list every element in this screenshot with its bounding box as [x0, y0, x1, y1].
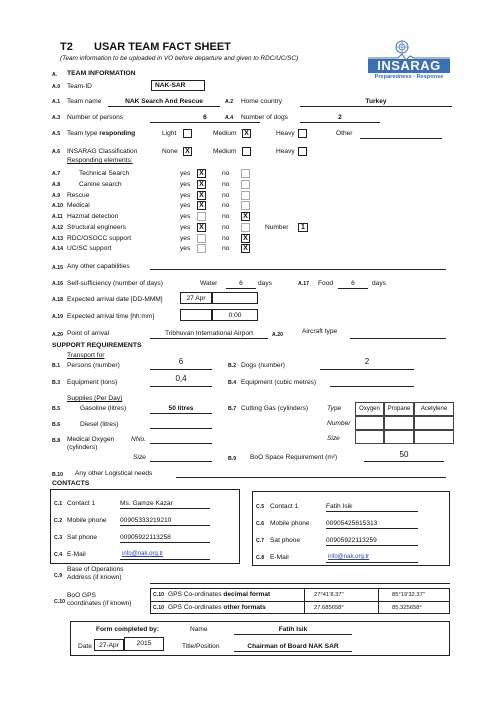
contact1-sat-field[interactable]: 00905922113258 — [120, 533, 210, 543]
completed-by-label: Form completed by: — [96, 626, 160, 633]
responding-elements-title: Responding elements: — [67, 157, 133, 164]
c9-label2: Address (if known) — [67, 574, 122, 581]
completed-by-name-field[interactable]: Fatih Isik — [234, 625, 352, 635]
a1-code: A.1 — [52, 99, 61, 105]
a15-code: A.15 — [52, 265, 63, 271]
c3-code: C.3 — [54, 535, 63, 541]
contact1-email-line — [120, 559, 210, 560]
name-label: Name — [190, 626, 208, 633]
element-no-checkbox-uc-sc-support[interactable]: X — [241, 244, 250, 253]
element-no-label: no — [222, 181, 230, 188]
a19-label: Expected arrival time [hh:mm] — [67, 313, 155, 320]
team-id-value: NAK-SAR — [155, 82, 186, 89]
element-yes-label: yes — [180, 202, 191, 209]
c4-code: C.4 — [54, 552, 63, 558]
logo-tagline: Preparedness - Response — [374, 74, 444, 80]
gps-decimal-label-bold: decimal format — [223, 591, 271, 598]
b5-label: Gasoline (litres) — [80, 405, 127, 412]
a3-code: A.3 — [52, 115, 61, 121]
team-type-light-label: Light — [162, 130, 177, 137]
team-name-field[interactable]: NAK Search And Rescue — [108, 97, 220, 107]
number-of-dogs-field[interactable]: 2 — [300, 113, 380, 123]
food-days-field[interactable]: 6 — [338, 279, 368, 289]
element-code-structural-engineers: A.12 — [52, 225, 63, 231]
c7-label: Sat phone — [270, 537, 301, 544]
b5-code: B.5 — [52, 406, 61, 412]
gas-propane-size[interactable] — [384, 430, 414, 444]
c1-label: Contact 1 — [67, 500, 96, 507]
b7-code: B.7 — [228, 406, 237, 412]
medical-oxygen-size-label: Size — [133, 454, 146, 461]
arrival-time-blank-field[interactable] — [180, 309, 212, 321]
food-label: Food — [318, 280, 334, 287]
form-code: T2 — [60, 41, 73, 53]
a17-code: A.17 — [298, 281, 309, 287]
un-emblem-icon — [395, 40, 409, 54]
contact2-sat-field[interactable]: 00905922113259 — [326, 536, 418, 546]
element-no-label: no — [222, 224, 230, 231]
team-type-light-checkbox[interactable] — [183, 129, 192, 138]
other-logistical-line[interactable] — [176, 477, 446, 478]
element-label-hazmat-detection: Hazmat detection — [67, 213, 119, 220]
boo-address-line[interactable] — [150, 583, 450, 584]
element-label-canine-search: Canine search — [79, 181, 122, 188]
c9-code: C.9 — [54, 573, 63, 579]
gas-oxygen-size[interactable] — [355, 430, 384, 444]
medical-oxygen-nno-label: NNo. — [131, 436, 147, 443]
a5-label-bold: responding — [99, 130, 136, 137]
gas-acetylene-size[interactable] — [414, 430, 454, 444]
equipment-tons-field[interactable]: 0,4 — [150, 372, 212, 387]
food-days-unit: days — [372, 280, 386, 287]
c2-code: C.2 — [54, 518, 63, 524]
element-no-checkbox-medical[interactable] — [241, 201, 250, 210]
logo-wordmark: INSARAG — [368, 59, 450, 73]
date-day-value: 27-Apr — [99, 642, 119, 649]
element-yes-label: yes — [180, 170, 191, 177]
gas-size-label: Size — [327, 435, 340, 442]
element-label-structural-engineers: Structural engineers — [67, 224, 127, 231]
gps-other-code: C.10 — [153, 605, 164, 611]
water-days-field[interactable]: 6 — [226, 279, 256, 289]
a2-label: Home country — [241, 98, 283, 105]
c5-label: Contact 1 — [270, 503, 299, 510]
team-id-field[interactable] — [151, 80, 205, 91]
a2-code: A.2 — [225, 99, 234, 105]
gps-table-col-divider-1 — [304, 588, 305, 614]
element-no-label: no — [222, 245, 230, 252]
classification-heavy-checkbox[interactable] — [298, 147, 307, 156]
a4-label: Number of dogs — [241, 114, 288, 121]
c10-code: C.10 — [54, 599, 65, 605]
section-a-letter: A. — [52, 72, 58, 78]
element-code-rescue: A.9 — [52, 193, 61, 199]
element-yes-label: yes — [180, 245, 191, 252]
a1-label: Team name — [67, 98, 102, 105]
section-b-title: SUPPORT REQUIREMENTS — [52, 342, 142, 349]
element-no-checkbox-hazmat-detection[interactable]: X — [241, 212, 250, 221]
contact2-name-field[interactable]: Fatih Isik — [326, 502, 418, 512]
b1-code: B.1 — [52, 363, 61, 369]
c2-label: Mobile phone — [67, 517, 107, 524]
contact2-mobile-field[interactable]: 00905425615313 — [326, 519, 418, 529]
element-code-technical-search: A.7 — [52, 171, 61, 177]
other-capabilities-line[interactable] — [150, 269, 446, 270]
element-yes-label: yes — [180, 224, 191, 231]
element-no-label: no — [222, 213, 230, 220]
arrival-time-value: 0:00 — [228, 312, 242, 319]
structural-number-field[interactable]: 1 — [298, 223, 308, 232]
gas-oxygen-number[interactable] — [355, 416, 384, 430]
date-label: Date — [78, 643, 92, 650]
a6-label: INSARAG Classification — [67, 148, 138, 155]
gas-acetylene-number[interactable] — [414, 416, 454, 430]
element-yes-label: yes — [180, 181, 191, 188]
team-type-heavy-checkbox[interactable] — [298, 129, 307, 138]
arrival-date-field[interactable] — [180, 292, 212, 304]
boo-space-field[interactable]: 50 — [364, 449, 444, 462]
element-yes-checkbox-medical[interactable]: X — [197, 201, 206, 210]
a5-code: A.5 — [52, 131, 61, 137]
element-label-rescue: Rescue — [67, 192, 90, 199]
element-yes-label: yes — [180, 192, 191, 199]
contact1-email-link[interactable]: info@nak.org.tr — [122, 551, 164, 557]
element-code-medical: A.10 — [52, 203, 63, 209]
transport-persons-field[interactable]: 6 — [150, 355, 212, 370]
b2-code: B.2 — [228, 363, 237, 369]
transport-dogs-field[interactable]: 2 — [320, 355, 414, 370]
a5-label — [67, 130, 135, 138]
b8-label2: (cylinders) — [67, 444, 98, 451]
classification-none-label: None — [162, 148, 178, 155]
c8-label: E-Mail — [270, 554, 289, 561]
arrival-date-value: 27 Apr — [186, 295, 206, 302]
date-year-value: 2015 — [136, 640, 152, 647]
c6-label: Mobile phone — [270, 520, 310, 527]
contacts-title: CONTACTS — [52, 480, 90, 487]
gps-decimal-code: C.10 — [153, 592, 164, 598]
gasoline-field[interactable]: 50 litres — [150, 404, 212, 414]
title-position-field[interactable]: Chairman of Board NAK SAR — [234, 642, 352, 652]
date-year-field[interactable] — [124, 637, 164, 651]
element-yes-checkbox-hazmat-detection[interactable] — [197, 212, 206, 221]
element-no-label: no — [222, 202, 230, 209]
c6-code: C.6 — [256, 521, 265, 527]
gps-decimal-lat[interactable]: 27°41'8.37" — [314, 592, 344, 598]
gps-table-col-divider-2 — [378, 588, 379, 614]
water-days-unit: days — [258, 280, 272, 287]
contact2-email-link[interactable]: info@nak.org.tr — [328, 554, 370, 560]
c9-label: Base of Operations — [67, 566, 124, 573]
gps-decimal-label — [168, 591, 270, 599]
aircraft-type-line[interactable] — [350, 338, 446, 339]
a20b-code: A.20 — [272, 332, 283, 338]
a20-code: A.20 — [52, 332, 63, 338]
title-position-label: Title/Position — [182, 643, 220, 650]
contact1-mobile-field[interactable]: 00905333219210 — [120, 516, 210, 526]
element-no-checkbox-canine-search[interactable] — [241, 180, 250, 189]
gas-propane-number[interactable] — [384, 416, 414, 430]
c10-label: BoO GPS — [67, 592, 96, 599]
diesel-line[interactable] — [150, 428, 212, 429]
b10-code: B.10 — [52, 472, 63, 478]
b10-label: Any other Logistical needs — [75, 470, 153, 477]
home-country-field[interactable]: Turkey — [300, 97, 452, 107]
a16-code: A.16 — [52, 281, 63, 287]
classification-medium-checkbox[interactable] — [242, 147, 251, 156]
b9-label: BoO Space Requirement (m²) — [250, 454, 338, 461]
element-label-rdc-osocc-support: RDC/OSOCC support — [67, 235, 132, 242]
section-a-title: TEAM INFORMATION — [67, 70, 136, 77]
b6-code: B.6 — [52, 422, 61, 428]
insarag-logo — [368, 40, 450, 84]
page-title: USAR TEAM FACT SHEET — [94, 41, 231, 53]
team-type-other-label: Other — [336, 130, 353, 137]
element-yes-checkbox-structural-engineers[interactable]: X — [197, 223, 206, 232]
gas-propane-header: Propane — [384, 402, 414, 416]
structural-number-label: Number — [265, 224, 289, 231]
equipment-cubic-line[interactable] — [330, 386, 414, 387]
a19-code: A.19 — [52, 314, 63, 320]
arrival-date-extra-field[interactable] — [212, 292, 258, 304]
a5-label-pre: Team type — [67, 130, 100, 137]
c4-label: E-Mail — [67, 551, 86, 558]
gps-other-lon[interactable]: 85.325658° — [392, 605, 422, 611]
element-yes-checkbox-technical-search[interactable]: X — [197, 169, 206, 178]
gps-other-lat[interactable]: 27.685658° — [314, 605, 344, 611]
element-no-label: no — [222, 235, 230, 242]
page-subtitle: (Team information to be uploaded in VO before departure and given to RDC/UC/SC) — [60, 55, 299, 62]
b8-code: B.8 — [52, 438, 61, 444]
element-yes-checkbox-canine-search[interactable]: X — [197, 180, 206, 189]
a18-code: A.18 — [52, 297, 63, 303]
team-type-medium-checkbox[interactable]: X — [242, 129, 251, 138]
a16-label: Self-sufficiency (number of days) — [67, 280, 163, 287]
b7-label: Cutting Gas (cylinders) — [241, 405, 309, 412]
element-no-label: no — [222, 192, 230, 199]
gas-number-label: Number — [327, 420, 351, 427]
element-yes-checkbox-rescue[interactable]: X — [197, 191, 206, 200]
contact1-name-field[interactable]: Ms. Gamze Kazar — [120, 499, 210, 509]
a0-label: Team-ID — [67, 83, 92, 90]
gps-decimal-label-pre: GPS Co-ordinates — [168, 591, 224, 598]
b2-label: Dogs (number) — [241, 362, 285, 369]
gps-other-label-bold: other formats — [223, 604, 266, 611]
b9-code: B.9 — [228, 456, 237, 462]
element-yes-label: yes — [180, 235, 191, 242]
element-yes-checkbox-uc-sc-support[interactable] — [197, 244, 206, 253]
team-type-heavy-label: Heavy — [276, 130, 295, 137]
c7-code: C.7 — [256, 538, 265, 544]
element-code-hazmat-detection: A.11 — [52, 214, 63, 220]
element-no-checkbox-rdc-osocc-support[interactable]: X — [241, 234, 250, 243]
c3-label: Sat phone — [67, 534, 98, 541]
medical-oxygen-number-line[interactable] — [150, 443, 212, 444]
gps-decimal-lon[interactable]: 85°19'32.37" — [392, 592, 425, 598]
element-yes-checkbox-rdc-osocc-support[interactable] — [197, 234, 206, 243]
element-label-technical-search: Technical Search — [79, 170, 130, 177]
c1-code: C.1 — [54, 501, 63, 507]
team-type-other-line[interactable] — [360, 138, 442, 139]
gps-other-label-pre: GPS Co-ordinates — [168, 604, 224, 611]
b4-label: Equipment (cubic metres) — [241, 379, 317, 386]
number-of-persons-field[interactable]: 6 — [150, 113, 260, 123]
element-code-uc-sc-support: A.14 — [52, 246, 63, 252]
arrival-time-field[interactable] — [212, 309, 258, 321]
gas-type-label: Type — [327, 405, 342, 412]
supplies-title: Supplies (Per Day) — [67, 395, 123, 402]
b8-label: Medical Oxygen — [67, 436, 115, 443]
transport-for-label: Transport for — [67, 352, 105, 359]
aircraft-type-label: Aircraft type — [302, 328, 338, 335]
c8-code: C.8 — [256, 555, 265, 561]
medical-oxygen-size-line[interactable] — [150, 461, 212, 462]
element-label-medical: Medical — [67, 202, 90, 209]
element-yes-label: yes — [180, 213, 191, 220]
element-no-checkbox-technical-search[interactable] — [241, 169, 250, 178]
a20-label: Point of arrival — [67, 330, 110, 337]
b3-code: B.3 — [52, 380, 61, 386]
classification-medium-label: Medium — [213, 148, 237, 155]
gps-table-divider — [150, 601, 450, 602]
element-no-checkbox-structural-engineers[interactable] — [241, 223, 250, 232]
element-no-label: no — [222, 170, 230, 177]
b1-label: Persons (number) — [67, 362, 120, 369]
element-code-canine-search: A.8 — [52, 182, 61, 188]
gas-acetylene-header: Acetylene — [414, 402, 454, 416]
water-label: Water — [200, 280, 218, 287]
gas-oxygen-header: Oxygen — [355, 402, 384, 416]
gps-other-label — [168, 604, 266, 612]
a4-code: A.4 — [225, 115, 234, 121]
a18-label: Expected arrival date [DD-MMM] — [67, 296, 163, 303]
a15-label: Any other capabilities — [67, 263, 130, 270]
contact2-email-line — [326, 562, 418, 563]
team-type-medium-label: Medium — [213, 130, 237, 137]
classification-none-checkbox[interactable]: X — [183, 147, 192, 156]
element-code-rdc-osocc-support: A.13 — [52, 236, 63, 242]
a3-label: Number of persons — [67, 114, 124, 121]
b3-label: Equipment (tons) — [67, 379, 118, 386]
classification-heavy-label: Heavy — [276, 148, 295, 155]
b4-code: B.4 — [228, 380, 237, 386]
date-day-field[interactable] — [94, 639, 124, 651]
a0-code: A.0 — [52, 84, 61, 90]
a6-code: A.6 — [52, 149, 61, 155]
c5-code: C.5 — [256, 504, 265, 510]
point-of-arrival-field[interactable]: Tribhuvan International Airport — [150, 329, 268, 339]
element-no-checkbox-rescue[interactable] — [241, 191, 250, 200]
b6-label: Diesel (litres) — [80, 421, 119, 428]
c10-label2: coordinates (if known) — [67, 600, 132, 607]
element-label-uc-sc-support: UC/SC support — [67, 245, 112, 252]
